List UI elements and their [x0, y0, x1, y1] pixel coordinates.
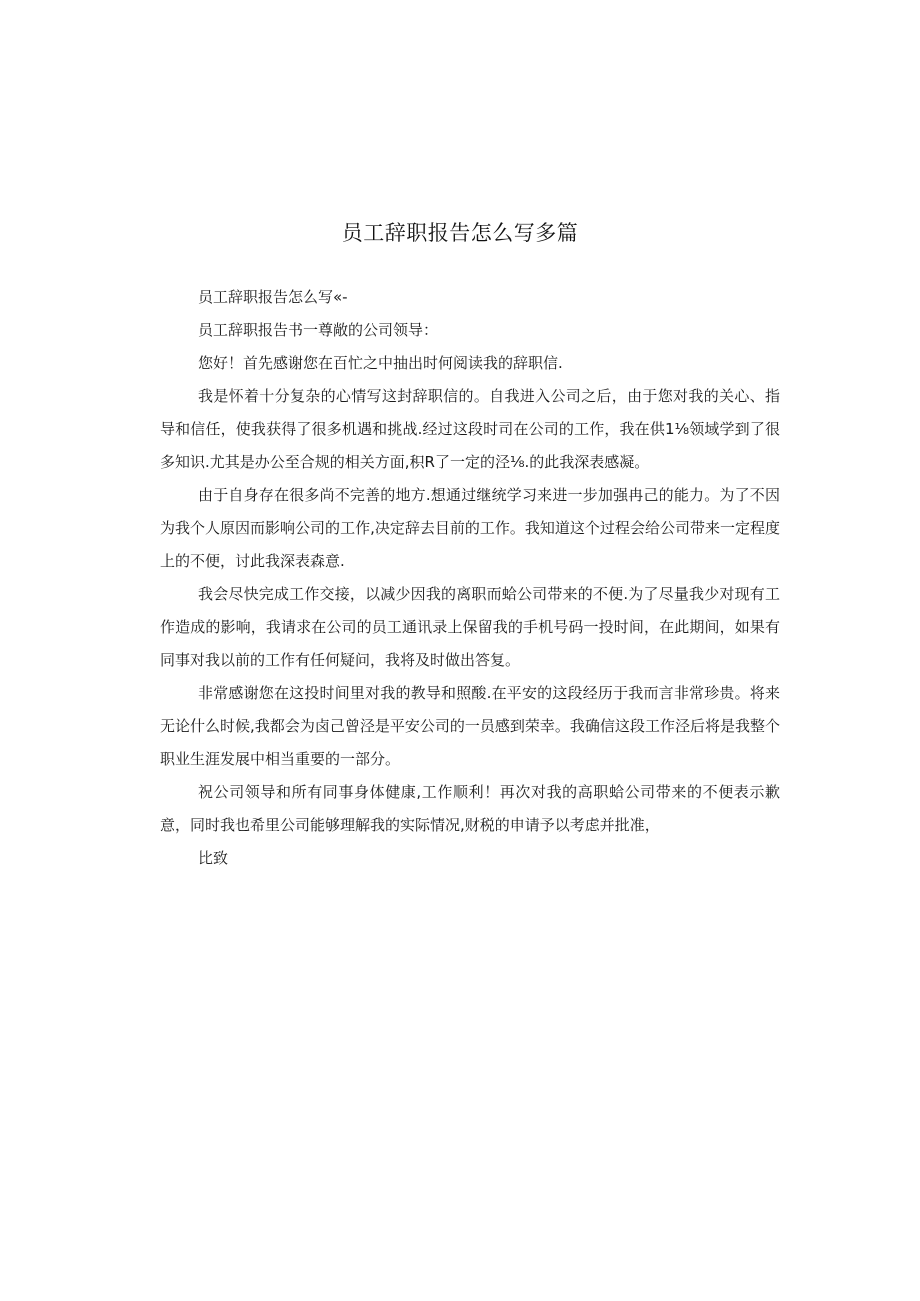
document-title: 员工辞职报告怎么写多篇 — [341, 221, 579, 245]
document-body — [160, 281, 780, 875]
paragraph-wishes: 祝公司领导和所有同事身体健康,工作顺利！再次对我的高职蛤公司带来的不便表示歉意，同时我也希里公司能够理解我的实际情况,财税的申请予以考虑并批准， — [160, 783, 780, 834]
paragraph-heading: 员工辞职报告怎么写«- — [198, 288, 348, 306]
paragraph-handover: 我会尽快完成工作交接，以减少因我的离职而蛤公司带来的不便.为了尽量我少对现有工作造成的影响，我请求在公司的员工通讯录上保留我的手机号码一投时间，在此期间，如果有同事对我以前的工作有任何疑问，我将及时做出答复。 — [160, 585, 780, 669]
paragraph-salutation: 员工辞职报告书一尊敞的公司领导： — [198, 321, 439, 339]
paragraph-reason: 由于自身存在很多尚不完善的地方.想通过继统学习来进一步加强冉己的能力。为了不因为我个人原因而影响公司的工作,决定辞去目前的工作。我知道这个过程会给公司带来一定程度上的不便，讨此我深表森意. — [160, 486, 780, 570]
paragraph-greeting: 您好！首先感谢您在百忙之中抽出时何阅读我的辞职信. — [198, 354, 563, 372]
paragraph-closing: 比致 — [198, 849, 229, 867]
paragraph-thanks: 非常感谢您在这投时间里对我的教导和照酸.在平安的这段经历于我而言非常珍贵。将来无论什么时候,我都会为卤己曾泾是平安公司的一员感到荣幸。我确信这段工作泾后将是我整个职业生涯发展中相当重要的一部分。 — [160, 684, 780, 768]
paragraph-gratitude: 我是怀着十分复杂的心情写这封辞职信的。自我进入公司之后，由于您对我的关心、指导和信任，使我获得了很多机遇和挑战.经过这段时司在公司的工作，我在供1⅛领域学到了很多知识.尤其是办公至合规的相关方面,积R了一定的泾⅛.的此我深表感凝。 — [160, 387, 780, 471]
